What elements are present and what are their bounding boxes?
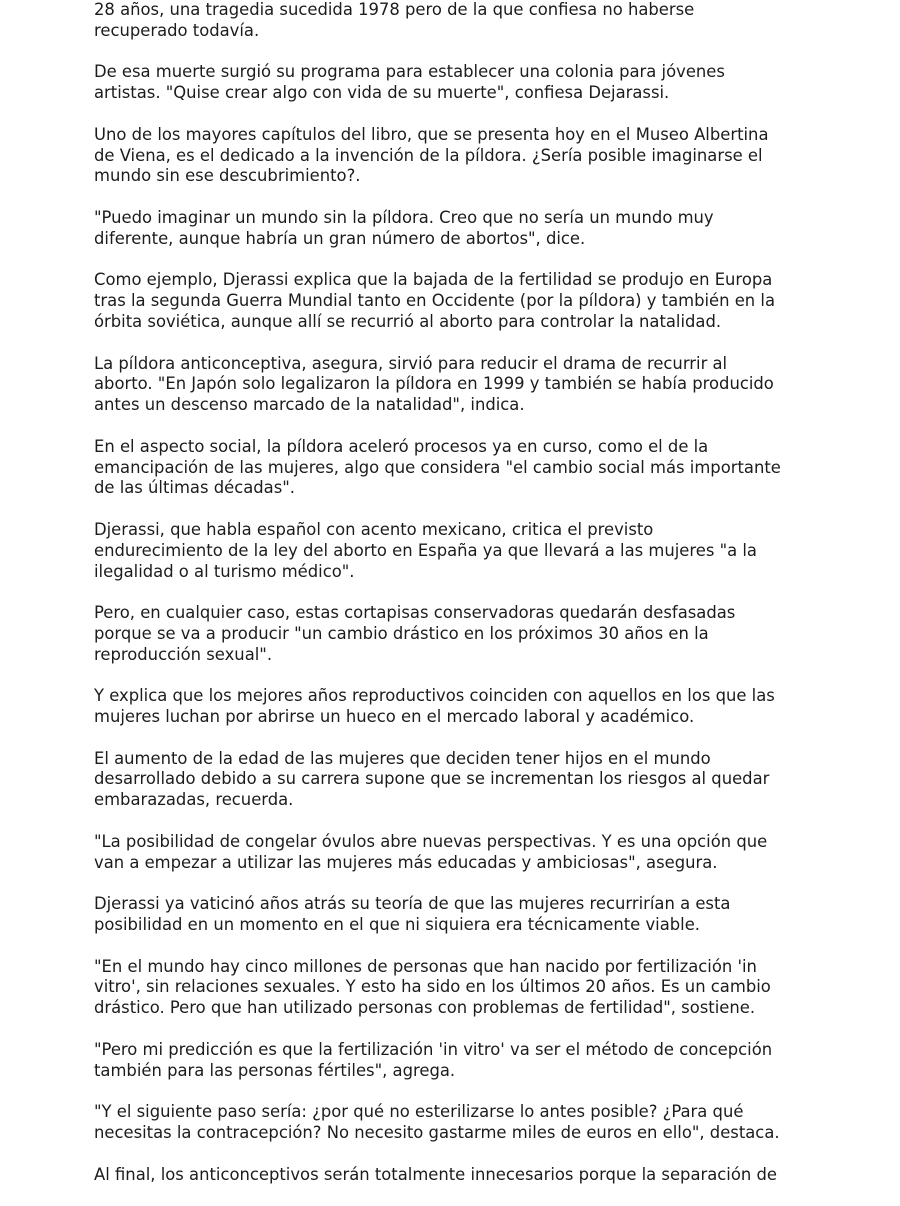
article-paragraph — [94, 208, 824, 250]
paragraph-line: emancipación de las mujeres, algo que considera "el cambio social más importante — [94, 457, 781, 477]
paragraph-line: Djerassi ya vaticinó años atrás su teoría de que las mujeres recurrirían a esta — [94, 894, 731, 914]
paragraph-line: órbita soviética, aunque allí se recurrió al aborto para controlar la natalidad. — [94, 311, 722, 331]
paragraph-line: Al final, los anticonceptivos serán totalmente innecesarios porque la separación de — [94, 1164, 777, 1184]
paragraph-line: vitro', sin relaciones sexuales. Y esto ha sido en los últimos 20 años. Es un cambio — [94, 977, 771, 997]
paragraph-line: mundo sin ese descubrimiento?. — [94, 166, 361, 186]
paragraph-line: de las últimas décadas". — [94, 478, 296, 498]
paragraph-line: De esa muerte surgió su programa para establecer una colonia para jóvenes — [94, 62, 725, 82]
paragraph-line: desarrollado debido a su carrera supone que se incrementan los riesgos al quedar — [94, 769, 770, 789]
paragraph-line: "La posibilidad de congelar óvulos abre nuevas perspectivas. Y es una opción que — [94, 831, 768, 851]
article-paragraph — [94, 1165, 824, 1186]
paragraph-line: de Viena, es el dedicado a la invención de la píldora. ¿Sería posible imaginarse el — [94, 145, 763, 165]
paragraph-line: El aumento de la edad de las mujeres que deciden tener hijos en el mundo — [94, 748, 711, 768]
paragraph-line: "Puedo imaginar un mundo sin la píldora. Creo que no sería un mundo muy — [94, 207, 714, 227]
article-paragraph — [94, 832, 824, 874]
paragraph-line: "Pero mi predicción es que la fertilización 'in vitro' va ser el método de concepción — [94, 1039, 773, 1059]
paragraph-line: Y explica que los mejores años reproductivos coinciden con aquellos en los que las — [94, 686, 775, 706]
paragraph-line: "En el mundo hay cinco millones de personas que han nacido por fertilización 'in — [94, 956, 757, 976]
paragraph-line: endurecimiento de la ley del aborto en España ya que llevará a las mujeres "a la — [94, 540, 757, 560]
paragraph-line: necesitas la contracepción? No necesito gastarme miles de euros en ello", destaca. — [94, 1123, 780, 1143]
article-body — [94, 0, 824, 1206]
article-paragraph — [94, 749, 824, 811]
article-paragraph — [94, 957, 824, 1019]
paragraph-line: drástico. Pero que han utilizado personas con problemas de fertilidad", sostiene. — [94, 998, 756, 1018]
paragraph-line: diferente, aunque habría un gran número de abortos", dice. — [94, 228, 586, 248]
paragraph-line: porque se va a producir "un cambio drástico en los próximos 30 años en la — [94, 623, 709, 643]
article-paragraph — [94, 1102, 824, 1144]
article-paragraph — [94, 270, 824, 332]
paragraph-line: "Y el siguiente paso sería: ¿por qué no esterilizarse lo antes posible? ¿Para qué — [94, 1102, 744, 1122]
article-paragraph — [94, 62, 824, 104]
paragraph-line: mujeres luchan por abrirse un hueco en el mercado laboral y académico. — [94, 707, 695, 727]
paragraph-line: tras la segunda Guerra Mundial tanto en Occidente (por la píldora) y también en la — [94, 291, 775, 311]
paragraph-line: artistas. "Quise crear algo con vida de su muerte", confiesa Dejarassi. — [94, 83, 670, 103]
paragraph-line: antes un descenso marcado de la natalidad", indica. — [94, 395, 525, 415]
paragraph-line: En el aspecto social, la píldora aceleró procesos ya en curso, como el de la — [94, 436, 709, 456]
article-paragraph — [94, 520, 824, 582]
article-paragraph — [94, 354, 824, 416]
paragraph-line: Uno de los mayores capítulos del libro, que se presenta hoy en el Museo Albertina — [94, 124, 769, 144]
article-paragraph — [94, 686, 824, 728]
paragraph-line: van a empezar a utilizar las mujeres más educadas y ambiciosas", asegura. — [94, 852, 718, 872]
paragraph-line: también para las personas fértiles", agrega. — [94, 1060, 456, 1080]
paragraph-line: La píldora anticonceptiva, asegura, sirvió para reducir el drama de recurrir al — [94, 353, 728, 373]
paragraph-line: posibilidad en un momento en el que ni siquiera era técnicamente viable. — [94, 915, 701, 935]
paragraph-line: 28 años, una tragedia sucedida 1978 pero de la que confiesa no haberse — [94, 0, 695, 19]
paragraph-line: reproducción sexual". — [94, 644, 273, 664]
article-paragraph — [94, 125, 824, 187]
article-paragraph — [94, 0, 824, 42]
article-paragraph — [94, 894, 824, 936]
article-paragraph — [94, 1040, 824, 1082]
article-paragraph — [94, 603, 824, 665]
paragraph-line: Djerassi, que habla español con acento mexicano, critica el previsto — [94, 519, 654, 539]
paragraph-line: Como ejemplo, Djerassi explica que la bajada de la fertilidad se produjo en Europa — [94, 270, 773, 290]
paragraph-line: recuperado todavía. — [94, 20, 260, 40]
paragraph-line: embarazadas, recuerda. — [94, 790, 294, 810]
paragraph-line: ilegalidad o al turismo médico". — [94, 561, 355, 581]
paragraph-line: Pero, en cualquier caso, estas cortapisas conservadoras quedarán desfasadas — [94, 603, 736, 623]
article-paragraph — [94, 437, 824, 499]
paragraph-line: aborto. "En Japón solo legalizaron la píldora en 1999 y también se había producido — [94, 374, 774, 394]
